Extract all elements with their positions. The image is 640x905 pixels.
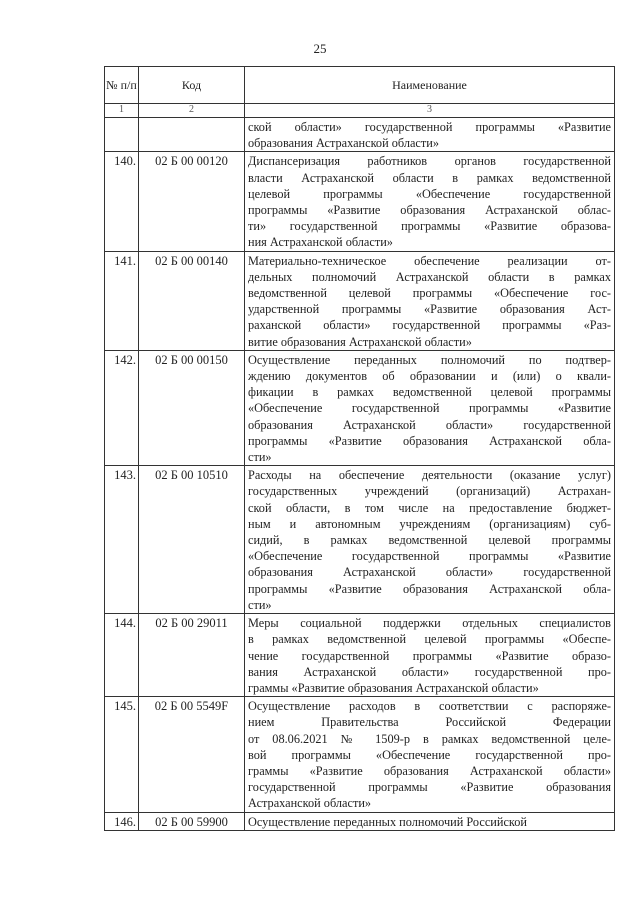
column-number: 2 bbox=[139, 104, 245, 118]
name-line: ным и автономным учреждениям (организациям) суб- bbox=[248, 516, 611, 531]
header-code: Код bbox=[139, 67, 245, 104]
name-line: «Обеспечение государственной программы «Развитие bbox=[248, 401, 611, 416]
name-line: программы «Развитие образования Астраханской обла- bbox=[248, 433, 611, 448]
row-code: 02 Б 00 10510 bbox=[139, 466, 245, 614]
table-row bbox=[105, 152, 615, 251]
table-body bbox=[105, 118, 615, 831]
name-line: Осуществление расходов в соответствии с распоряже- bbox=[248, 699, 611, 714]
name-line: Осуществление переданных полномочий Российской bbox=[248, 814, 527, 829]
row-code: 02 Б 00 59900 bbox=[139, 812, 245, 830]
row-name bbox=[245, 614, 615, 697]
name-line: «Обеспечение государственной программы «Развитие bbox=[248, 549, 611, 564]
table-row bbox=[105, 118, 615, 152]
row-name bbox=[245, 812, 615, 830]
table-header-row bbox=[105, 67, 615, 104]
row-name bbox=[245, 466, 615, 614]
name-line: в рамках ведомственной целевой программы «Обеспе- bbox=[248, 632, 611, 647]
name-line: Осуществление переданных полномочий по подтвер- bbox=[248, 352, 611, 367]
column-number: 3 bbox=[245, 104, 615, 118]
name-line: ской области, в том числе на предоставление бюджет- bbox=[248, 500, 611, 515]
name-line: сидий, в рамках ведомственной целевой программы bbox=[248, 533, 611, 548]
name-line: Диспансеризация работников органов государственной bbox=[248, 154, 611, 169]
name-line: от 08.06.2021 № 1509-р в рамках ведомственной целе- bbox=[248, 731, 611, 746]
header-num: № п/п bbox=[105, 67, 139, 104]
row-name bbox=[245, 251, 615, 350]
header-name: Наименование bbox=[245, 67, 615, 104]
row-number: 140. bbox=[105, 152, 139, 251]
name-line: сти» bbox=[248, 450, 272, 465]
name-line: ведомственной целевой программы «Обеспечение гос- bbox=[248, 286, 611, 301]
row-number: 144. bbox=[105, 614, 139, 697]
name-line: целевой программы «Обеспечение государственной bbox=[248, 186, 611, 201]
name-line: Расходы на обеспечение деятельности (оказание услуг) bbox=[248, 468, 611, 483]
name-line: власти Астраханской области в рамках ведомственной bbox=[248, 170, 611, 185]
name-line: Меры социальной поддержки отдельных специалистов bbox=[248, 616, 611, 631]
row-number: 145. bbox=[105, 697, 139, 812]
row-number: 143. bbox=[105, 466, 139, 614]
column-number: 1 bbox=[105, 104, 139, 118]
table-row bbox=[105, 466, 615, 614]
name-line: образования Астраханской области» государственной bbox=[248, 565, 611, 580]
row-code bbox=[139, 118, 245, 152]
name-line: государственной программы «Развитие образования bbox=[248, 780, 611, 795]
table-row bbox=[105, 251, 615, 350]
row-name bbox=[245, 152, 615, 251]
table-row bbox=[105, 697, 615, 812]
name-line: вой программы «Обеспечение государственной про- bbox=[248, 747, 611, 762]
name-line: ния Астраханской области» bbox=[248, 235, 393, 250]
classification-table bbox=[104, 66, 615, 831]
name-line: ждению документов об образовании и (или) о квали- bbox=[248, 369, 611, 384]
name-line: ти» государственной программы «Развитие образова- bbox=[248, 219, 611, 234]
table-row bbox=[105, 614, 615, 697]
column-number-row bbox=[105, 104, 615, 118]
name-line: нием Правительства Российской Федерации bbox=[248, 715, 611, 730]
name-line: образования Астраханской области» государственной bbox=[248, 417, 611, 432]
name-line: государственных учреждений (организаций) Астрахан- bbox=[248, 484, 611, 499]
name-line: фикации в рамках ведомственной целевой программы bbox=[248, 385, 611, 400]
name-line: программы «Развитие образования Астраханской обла- bbox=[248, 581, 611, 596]
name-line: граммы «Развитие образования Астраханской области» bbox=[248, 763, 611, 778]
row-code: 02 Б 00 00150 bbox=[139, 350, 245, 465]
name-line: ской области» государственной программы «Развитие bbox=[248, 120, 611, 134]
name-line: раханской области» государственной программы «Раз- bbox=[248, 318, 611, 333]
name-line: чение государственной программы «Развитие образо- bbox=[248, 648, 611, 663]
row-code: 02 Б 00 00140 bbox=[139, 251, 245, 350]
name-line: Астраханской области» bbox=[248, 796, 372, 811]
name-line: сти» bbox=[248, 597, 272, 612]
row-name bbox=[245, 697, 615, 812]
table-row bbox=[105, 812, 615, 830]
name-line: Материально-техническое обеспечение реализации от- bbox=[248, 253, 611, 268]
page-number: 25 bbox=[313, 41, 327, 56]
name-line: дельных полномочий Астраханской области в рамках bbox=[248, 269, 611, 284]
row-code: 02 Б 00 00120 bbox=[139, 152, 245, 251]
name-line: ударственной программы «Развитие образования Аст- bbox=[248, 302, 611, 317]
row-name bbox=[245, 118, 615, 152]
row-number: 146. bbox=[105, 812, 139, 830]
row-name bbox=[245, 350, 615, 465]
row-number: 141. bbox=[105, 251, 139, 350]
name-line: граммы «Развитие образования Астраханской области» bbox=[248, 680, 539, 695]
name-line: витие образования Астраханской области» bbox=[248, 334, 472, 349]
row-code: 02 Б 00 5549F bbox=[139, 697, 245, 812]
table-row bbox=[105, 350, 615, 465]
row-number bbox=[105, 118, 139, 152]
name-line: программы «Развитие образования Астраханской облас- bbox=[248, 203, 611, 218]
name-line: образования Астраханской области» bbox=[248, 136, 439, 151]
row-number: 142. bbox=[105, 350, 139, 465]
row-code: 02 Б 00 29011 bbox=[139, 614, 245, 697]
name-line: вания Астраханской области» государственной про- bbox=[248, 664, 611, 679]
